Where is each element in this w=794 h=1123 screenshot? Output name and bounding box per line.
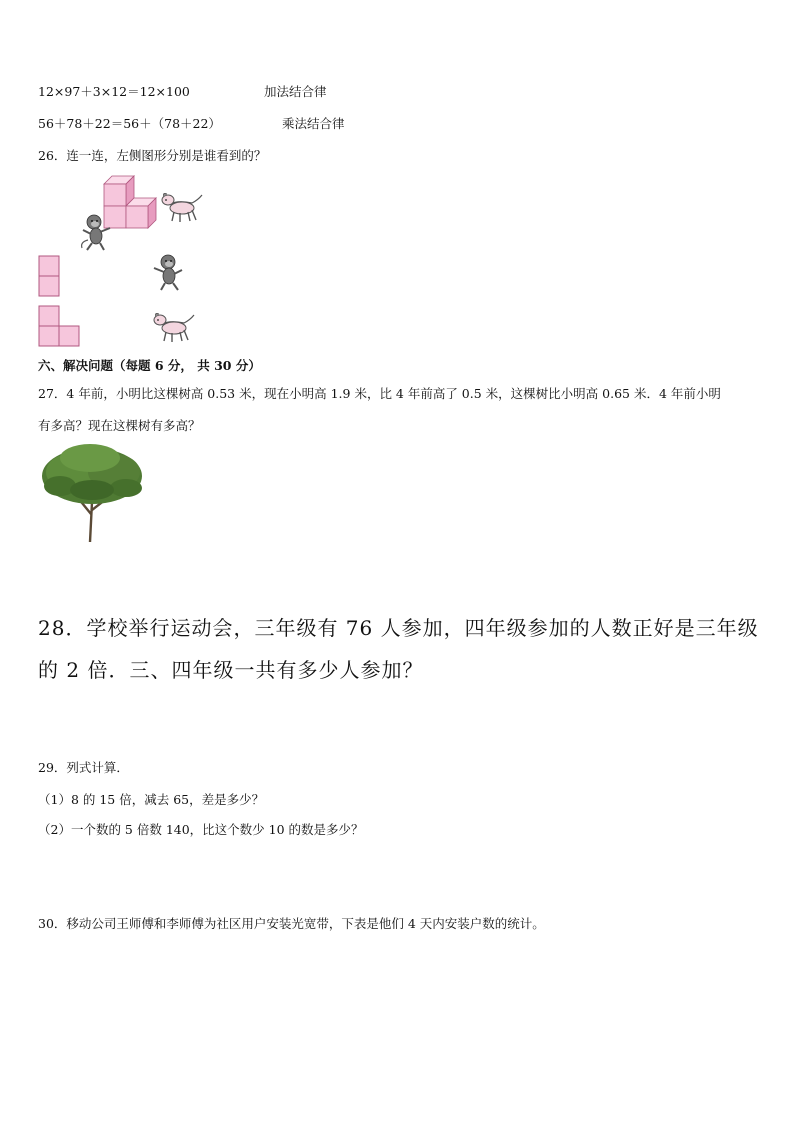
q25-row2-expression: 56＋78＋22＝56＋（78＋22） bbox=[38, 116, 221, 131]
question-28-line-2: 的 2 倍．三、四年级一共有多少人参加？ bbox=[38, 658, 424, 682]
q25-row1-law: 加法结合律 bbox=[264, 84, 327, 99]
monkey-icon bbox=[78, 212, 116, 252]
section-6-heading: 六、解决问题（每题 6 分， 共 30 分） bbox=[38, 358, 261, 373]
q25-row1-expression: 12×97＋3×12＝12×100 bbox=[38, 84, 190, 99]
question-27-line-1: 27．4 年前，小明比这棵树高 0.53 米，现在小明高 1.9 米，比 4 年前高了 0.5 米，这棵树比小明高 0.65 米．4 年前小明 bbox=[38, 386, 721, 401]
dog-icon bbox=[158, 190, 208, 226]
question-30-text: 30．移动公司王师傅和李师傅为社区用户安装光宽带，下表是他们 4 天内安装户数的统计。 bbox=[38, 916, 545, 931]
view-two-squares-figure bbox=[38, 255, 62, 299]
dog-icon bbox=[150, 310, 200, 346]
question-27-line-2: 有多高？现在这棵树有多高？ bbox=[38, 418, 201, 433]
question-29-item-1: （1）8 的 15 倍，减去 65，差是多少？ bbox=[38, 792, 265, 807]
question-26-text: 26．连一连，左侧图形分别是谁看到的？ bbox=[38, 148, 267, 163]
tree-image bbox=[40, 442, 146, 544]
question-29-title: 29．列式计算． bbox=[38, 760, 129, 775]
question-28-line-1: 28．学校举行运动会，三年级有 76 人参加，四年级参加的人数正好是三年级 bbox=[38, 616, 759, 640]
monkey-icon bbox=[150, 252, 188, 292]
question-29-item-2: （2）一个数的 5 倍数 140，比这个数少 10 的数是多少？ bbox=[38, 822, 364, 837]
view-l-shape-figure bbox=[38, 305, 84, 349]
q25-row2-law: 乘法结合律 bbox=[282, 116, 345, 131]
